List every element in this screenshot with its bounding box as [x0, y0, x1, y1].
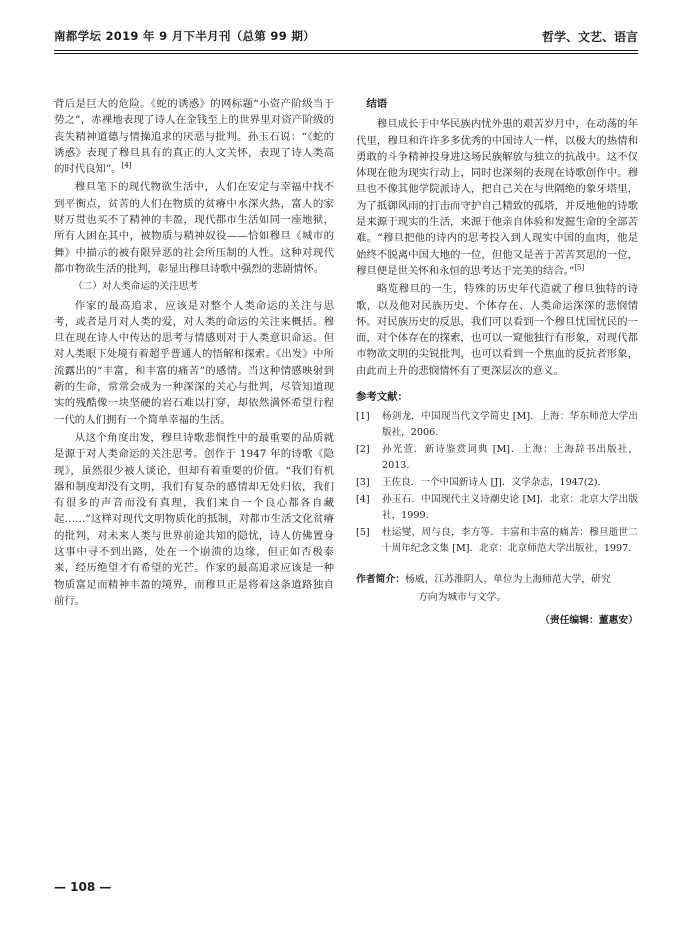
header-rule-thick [54, 50, 638, 51]
journal-title: 南都学坛 2019 年 9 月下半月刊（总第 99 期） [54, 29, 315, 43]
author-text: 杨威，江苏淮阴人，单位为上海师范大学，研究 [404, 574, 611, 586]
right-column [356, 96, 638, 630]
author-bio [356, 571, 638, 607]
references-heading: 参考文献： [356, 391, 408, 404]
section-title: 哲学、文艺、语言 [541, 30, 638, 44]
reference-item [356, 475, 638, 491]
paragraph [356, 116, 638, 279]
reference-item [356, 525, 638, 557]
reference-text: 孙玉石．中国现代主义诗潮史论 [M]．北京：北京大学出版社，1999. [382, 494, 638, 522]
reference-number: [3] [356, 477, 370, 489]
paragraph: 穆旦笔下的现代物欲生活中，人们在安定与幸福中找不到平衡点，贫苦的人们在物质的贫瘠中水深火热，富人的家财万贯也买不了精神的丰盈，现代都市生活如同一座地狱，所有人困在其中，被物质与精神奴役——恰如穆旦《城市的舞》中描示的被有限异恶的社会所压制的人性。这种对现代都市物欲生活的批判，彰显出穆旦诗歌中强烈的悲剧情怀。 [54, 181, 334, 275]
reference-item [356, 442, 638, 474]
header-rule-thin [54, 53, 638, 54]
section-subheading: （二）对人类命运的关注思考 [73, 281, 198, 293]
reference-text: 杜运燮，周与良，李方等．丰富和丰富的痛苦：穆旦逝世二十周年纪念文集 [M]．北京：北京师范大学出版社，1997. [382, 527, 638, 555]
paragraph: 略览穆旦的一生，特殊的历史年代造就了穆旦独特的诗歌，以及他对民族历史、个体存在、人类命运深深的悲悯情怀。对民族历史的反思，我们可以看到一个穆旦忧国忧民的一面，对个体存在的探索，也可以一窥他独行有形象，对现代都市物欲文明的尖锐批判，也可以看到一个焦血的反抗者形象，由此而上升的悲悯情怀有了更深层次的意义。 [356, 283, 638, 377]
reference-text: 王佐良．一个中国新诗人 [J]．文学杂志，1947(2). [382, 477, 601, 489]
author-text-continued: 方向为城市与文学。 [418, 592, 507, 604]
running-header [54, 24, 638, 50]
paragraph: 从这个角度出发，穆旦诗歌悲悯性中的最重要的品质就是源于对人类命运的关注思考。创作于 1947 年的诗歌《隐现》，虽然很少被人谈论，但却有着重要的价值。“我们有机器和制度却没有文明，我们有复杂的感情却无处归依，我们有很多的声音而没有真理，我们来自一个良心都各自藏起……”这样对现代文明物质化的抵制，对都市生活文化贫瘠的批判，对未来人类与世界前途共知的隐忧，诗人仿佛置身这事中寻不到出路，处在一个崩溃的边缘，但正如否极泰来，经历绝望才有希望的光芒。作家的最高追求应该是一种物质富足而精神丰盈的境界，而穆旦正是将着这条道路独自前行。 [54, 431, 334, 607]
editor-credit: （责任编辑：董惠安） [540, 615, 638, 627]
conclusion-heading: 结语 [366, 98, 388, 110]
reference-number: [5] [356, 527, 370, 539]
reference-number: [1] [356, 411, 370, 423]
citation-ref: [4] [121, 161, 132, 170]
reference-item [356, 492, 638, 524]
reference-item [356, 409, 638, 441]
author-label: 作者简介： [356, 574, 405, 586]
paragraph-text: 穆旦成长于中华民族内忧外患的艰苦岁月中，在动荡的年代里，穆旦和许许多多优秀的中国诗人一样，以极大的热情和勇敢的斗争精神投身进这场民族解放与独立的抗战中。这不仅体现在他为现实行动上，同时也深刻的表现在诗歌创作中。穆旦也不像其他学院派诗人，把自己关在与世隔绝的象牙塔里，为了抵御风雨的打击而守护自己精致的孤塔，并反地他的诗歌是来源于现实的生活，来源于他亲自体验和发掘生命的全部苦难。“穆旦把他的诗内的思考投入到人现实中国的血肉，他是始终不脱离中国大地的一位，但他又是善于苦苦冥思的一位，穆旦便是世关怀和永恒的思考达于完美的结合。” [356, 118, 638, 277]
reference-number: [2] [356, 444, 370, 456]
references [356, 389, 638, 557]
paragraph: 作家的最高追求，应该是对整个人类命运的关注与思考，或者是月对人类的爱，对人类的命运的关注来概括。穆旦在现在诗人中传达的思考与情感则对于人类意识命运。但对人类眼下处境有着超乎普通人的悟解和探索。《出发》中所流露出的“丰富，和丰富的痛苦”的感情。当这种情感映射到新的生命，常常会成为一种深深的关心与批判，尽管知道现实的残酷像一块坚硬的岩石难以打穿，却依然满怀希望行程一代的人们拥有一个简单幸福的生活。 [54, 299, 334, 426]
left-column [54, 96, 334, 609]
page-number: — 108 — [54, 880, 112, 894]
citation-ref: [5] [574, 263, 585, 272]
reference-list [356, 409, 638, 557]
paragraph-text: 背后是巨大的危险。《蛇的诱惑》的网标题“小资产阶级当于势之”，赤裸地表现了诗人在金钱至上的世界里对资产阶级的丧失精神道德与情操追求的厌恶与批判。孙玉石说：“《蛇的诱惑》表现了穆旦具有的真正的人文关怀，表现了诗人类高的时代良知”。 [54, 98, 334, 176]
reference-number: [4] [356, 494, 370, 506]
paragraph [54, 96, 334, 177]
reference-text: 杨剑龙．中国现当代文学简史 [M]．上海：华东师范大学出版社，2006. [382, 411, 638, 439]
reference-text: 孙光萱．新诗鉴赏词典 [M]．上海：上海辞书出版社，2013. [382, 444, 638, 472]
